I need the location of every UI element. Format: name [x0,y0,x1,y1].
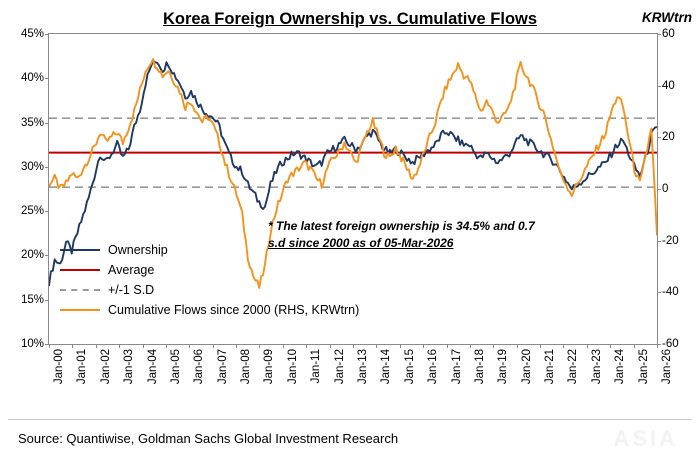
chart-title: Korea Foreign Ownership vs. Cumulative Flows [162,10,538,28]
x-axis-tick-label: Jan-01 [76,349,89,385]
x-axis-tick-mark [143,344,144,348]
left-axis-tick-mark [45,34,49,35]
x-axis-tick-mark [587,344,588,348]
left-axis-tick-label: 25% [20,205,44,218]
legend-label: +/-1 S.D [108,283,155,297]
legend-swatch [60,289,100,291]
x-axis-tick-mark [72,344,73,348]
right-axis-tick-mark [657,34,661,35]
x-axis-tick-mark [259,344,260,348]
x-axis-tick-mark [447,344,448,348]
x-axis-tick-label: Jan-07 [216,349,229,385]
left-axis-tick-mark [45,300,49,301]
left-axis-tick-mark [45,78,49,79]
x-axis-tick-mark [400,344,401,348]
right-axis-tick-label: 40 [662,79,675,92]
x-axis-tick-label: Jan-20 [520,349,533,385]
legend-label: Average [108,263,155,277]
legend-label: Ownership [108,243,168,257]
legend-item[interactable] [60,260,359,280]
x-axis-tick-label: Jan-16 [427,349,440,385]
right-axis-tick-label: -60 [662,338,679,350]
x-axis-tick-label: Jan-02 [99,349,112,385]
right-axis-tick-mark [657,86,661,87]
x-axis-tick-mark [657,344,658,348]
legend-swatch [60,269,100,271]
x-axis-tick-label: Jan-14 [380,349,393,385]
left-axis-tick-label: 40% [20,72,44,85]
x-axis-tick-label: Jan-13 [357,349,369,385]
x-axis-tick-label: Jan-05 [169,349,182,385]
x-axis-tick-mark [470,344,471,348]
source-note: Source: Quantiwise, Goldman Sachs Global Investment Research [18,431,399,446]
right-axis-unit-label: KRWtrn [642,10,692,25]
left-axis-tick-label: 20% [20,249,44,262]
right-axis-tick-mark [657,189,661,190]
x-axis-tick-mark [493,344,494,348]
annotation-line-1: * The latest foreign ownership is 34.5% and 0.7 [268,219,535,233]
x-axis-tick-label: Jan-24 [614,349,627,385]
x-axis-tick-mark [634,344,635,348]
left-axis-tick-label: 45% [20,28,44,40]
x-axis-tick-label: Jan-00 [53,349,65,385]
right-axis-tick-mark [657,137,661,138]
right-axis-tick-label: 60 [662,28,675,40]
x-axis-tick-mark [306,344,307,348]
x-axis-tick-label: Jan-04 [146,349,159,385]
x-axis-tick-mark [189,344,190,348]
x-axis-tick-label: Jan-23 [590,349,603,385]
left-axis-tick-mark [45,123,49,124]
x-axis-tick-mark [353,344,354,348]
x-axis-tick-label: Jan-10 [286,349,299,385]
x-axis-tick-mark [96,344,97,348]
x-axis-tick-mark [376,344,377,348]
x-axis-tick-mark [423,344,424,348]
x-axis-tick-mark [283,344,284,348]
annotation-line-2: s.d since 2000 as of 05-Mar-2026 [268,236,454,251]
source-divider [8,419,692,420]
right-axis-tick-mark [657,292,661,293]
x-axis-tick-label: Jan-21 [544,349,557,385]
x-axis-tick-mark [330,344,331,348]
x-axis-tick-label: Jan-15 [403,349,416,385]
x-axis-tick-label: Jan-18 [473,349,486,385]
right-axis-tick-label: -40 [662,286,679,299]
x-axis-tick-mark [563,344,564,348]
legend-label: Cumulative Flows since 2000 (RHS, KRWtrn) [108,303,360,317]
left-axis-tick-mark [45,211,49,212]
x-axis-tick-mark [517,344,518,348]
x-axis-tick-label: Jan-06 [193,349,206,385]
x-axis-tick-mark [610,344,611,348]
x-axis-tick-label: Jan-22 [567,349,580,385]
left-axis-tick-mark [45,167,49,168]
x-axis-tick-label: Jan-12 [333,349,346,385]
x-axis-tick-label: Jan-08 [240,349,253,385]
x-axis-tick-mark [540,344,541,348]
left-axis-tick-label: 30% [20,160,44,173]
x-axis-tick-label: Jan-26 [661,349,673,385]
right-axis-tick-label: 0 [662,183,669,195]
x-axis-tick-label: Jan-11 [310,349,323,384]
legend-swatch [60,309,100,311]
right-axis-tick-label: -20 [662,234,679,247]
left-axis-tick-label: 35% [20,116,44,129]
x-axis-tick-label: Jan-09 [263,349,276,385]
x-axis-tick-mark [166,344,167,348]
chart-legend [60,240,359,320]
x-axis-tick-label: Jan-25 [637,349,650,385]
x-axis-tick-label: Jan-17 [450,349,463,385]
legend-item[interactable] [60,280,359,300]
x-axis-tick-mark [119,344,120,348]
x-axis-tick-mark [213,344,214,348]
x-axis-tick-mark [236,344,237,348]
legend-item[interactable] [60,300,359,320]
right-axis-tick-label: 20 [662,131,675,144]
left-axis-tick-label: 15% [20,293,44,306]
x-axis-tick-label: Jan-19 [497,349,510,385]
left-axis-tick-mark [45,255,49,256]
right-axis-tick-mark [657,241,661,242]
x-axis-tick-label: Jan-03 [123,349,136,385]
left-axis-tick-label: 10% [20,338,44,350]
legend-swatch [60,249,100,251]
x-axis-tick-mark [49,344,50,348]
watermark-text: ASIA [613,426,678,451]
legend-item[interactable] [60,240,359,260]
